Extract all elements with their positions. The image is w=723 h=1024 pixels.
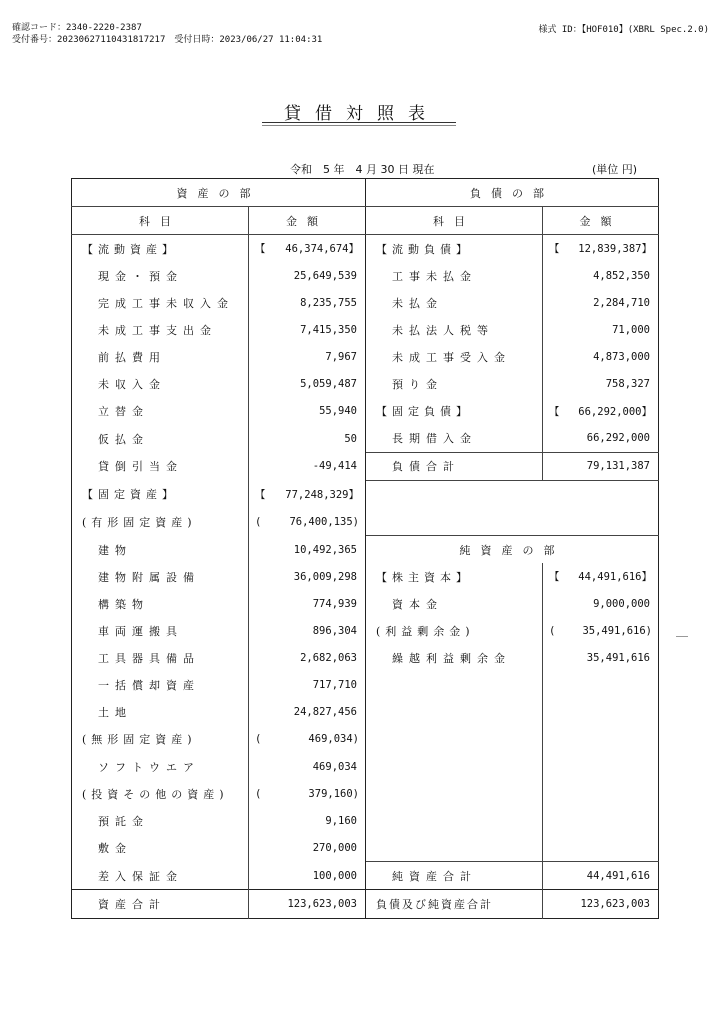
amount-value: 77,248,329】	[285, 488, 359, 501]
asset-amount	[249, 672, 366, 699]
amount-value: 10,492,365	[293, 543, 357, 556]
amount-value: 66,292,000	[586, 432, 650, 445]
right-amount	[543, 289, 659, 316]
amount-bracketed	[249, 241, 365, 256]
bracket-mark: 【	[549, 571, 560, 584]
right-amount	[543, 672, 659, 699]
asset-item: 未収入金	[72, 371, 249, 398]
right-item	[366, 780, 543, 807]
bracket-mark: 【	[255, 488, 266, 501]
asset-amount	[249, 425, 366, 453]
amount-value: 35,491,616)	[582, 625, 652, 638]
right-item: 資本金	[366, 590, 543, 617]
bracket-mark: 【	[549, 243, 560, 256]
right-amount	[543, 834, 659, 862]
asset-amount	[249, 262, 366, 289]
asset-amount	[249, 536, 366, 564]
asset-item: ソフトウエア	[72, 753, 249, 780]
right-amount	[543, 645, 659, 672]
margin-mark	[676, 636, 688, 637]
asset-item: 建物	[72, 536, 249, 564]
right-item: (利益剰余金)	[366, 618, 543, 645]
asset-amount	[249, 316, 366, 343]
right-amount	[543, 726, 659, 753]
right-amount	[543, 699, 659, 726]
amount-bracketed	[543, 625, 658, 637]
amount-value: 4,852,350	[593, 269, 650, 282]
amount-value: 379,160)	[308, 787, 359, 800]
right-amount	[543, 316, 659, 343]
asset-amount	[249, 481, 366, 509]
right-amount	[543, 425, 659, 453]
right-item: 預り金	[366, 371, 543, 398]
right-item: 未成工事受入金	[366, 344, 543, 371]
assets-total-amount: 123,623,003	[249, 890, 366, 918]
right-item: 【固定負債】	[366, 398, 543, 425]
asset-amount	[249, 398, 366, 425]
table-row	[72, 262, 659, 289]
asset-amount	[249, 508, 366, 536]
asset-item: 【流動資産】	[72, 235, 249, 263]
table-row	[72, 862, 659, 890]
amount-value: 758,327	[605, 378, 650, 391]
amount-value: 5,059,487	[300, 378, 357, 391]
right-item	[366, 699, 543, 726]
header-left	[12, 22, 322, 46]
asset-amount	[249, 780, 366, 807]
amount-bracketed	[543, 404, 658, 419]
col-item-liab: 科目	[366, 207, 543, 235]
bracket-mark: (	[549, 625, 556, 638]
document-title: 貸借対照表	[284, 104, 439, 124]
asset-amount	[249, 699, 366, 726]
table-row	[72, 371, 659, 398]
right-amount	[543, 262, 659, 289]
amount-value: 66,292,000】	[578, 405, 652, 418]
bracket-mark: (	[255, 733, 262, 746]
net-assets-section-header: 純資産の部	[459, 543, 565, 557]
right-item: 工事未払金	[366, 262, 543, 289]
col-amount-assets: 金額	[249, 207, 366, 235]
amount-bracketed	[249, 516, 365, 528]
right-item: 未払金	[366, 289, 543, 316]
amount-value: 469,034)	[308, 733, 359, 746]
right-amount	[543, 807, 659, 834]
amount-value: 44,491,616】	[578, 571, 652, 584]
right-amount	[543, 563, 659, 590]
asset-amount	[249, 753, 366, 780]
right-amount	[543, 398, 659, 425]
title-underline	[262, 122, 456, 123]
asset-amount	[249, 807, 366, 834]
asset-item: 【固定資産】	[72, 481, 249, 509]
amount-value: 2,284,710	[593, 296, 650, 309]
table-row	[72, 780, 659, 807]
asset-item: 貸倒引当金	[72, 452, 249, 480]
asset-amount	[249, 371, 366, 398]
asset-item: 構築物	[72, 590, 249, 617]
right-amount	[543, 862, 659, 890]
asset-amount	[249, 452, 366, 480]
amount-value: 24,827,456	[293, 706, 357, 719]
amount-value: 50	[344, 432, 357, 445]
bracket-mark: 【	[549, 405, 560, 418]
amount-value: 896,304	[312, 625, 357, 638]
table-row	[72, 834, 659, 862]
asset-item: 差入保証金	[72, 862, 249, 890]
assets-total-label: 資産合計	[72, 890, 249, 918]
right-amount	[543, 452, 659, 480]
asset-item: 土地	[72, 699, 249, 726]
right-amount	[543, 780, 659, 807]
amount-bracketed	[249, 788, 365, 800]
right-item: 【流動負債】	[366, 235, 543, 263]
bracket-mark: (	[255, 787, 262, 800]
liab-net-total-amount: 123,623,003	[543, 890, 659, 918]
amount-bracketed	[543, 241, 658, 256]
amount-value: 469,034	[312, 760, 357, 773]
table-row	[72, 672, 659, 699]
unit-label: (単位 円)	[592, 163, 638, 176]
right-amount	[543, 618, 659, 645]
right-item	[366, 508, 659, 536]
title-underline-2	[262, 125, 456, 126]
receipt-info: 受付番号：20230627110431817217 受付日時：2023/06/27 11:04:31	[12, 35, 323, 45]
table-row	[72, 753, 659, 780]
right-item	[366, 672, 543, 699]
amount-value: 76,400,135)	[289, 515, 359, 528]
amount-value: 36,009,298	[293, 570, 357, 583]
right-amount	[543, 590, 659, 617]
asset-amount	[249, 590, 366, 617]
asset-amount	[249, 618, 366, 645]
table-row	[72, 481, 659, 509]
right-amount	[543, 371, 659, 398]
table-row	[72, 344, 659, 371]
amount-value: 9,000,000	[593, 597, 650, 610]
confirm-code: 確認コード：2340-2220-2387	[12, 23, 142, 33]
table-row	[72, 536, 659, 564]
right-item: 未払法人税等	[366, 316, 543, 343]
amount-value: 270,000	[312, 842, 357, 855]
form-id: 様式 ID：【HOF010】(XBRL Spec.2.0)	[538, 25, 709, 35]
asset-amount	[249, 645, 366, 672]
table-row	[72, 398, 659, 425]
right-amount	[543, 344, 659, 371]
table-row	[72, 618, 659, 645]
as-of-date: 令和 5 年 4 月 30 日 現在	[290, 163, 435, 176]
asset-amount	[249, 862, 366, 890]
right-item: 繰越利益剰余金	[366, 645, 543, 672]
section-header-row	[72, 179, 659, 207]
right-item	[366, 807, 543, 834]
table-row	[72, 235, 659, 263]
amount-value: 46,374,674】	[285, 243, 359, 256]
asset-item: 敷金	[72, 834, 249, 862]
asset-amount	[249, 834, 366, 862]
asset-item: 建物附属設備	[72, 563, 249, 590]
table-row	[72, 289, 659, 316]
asset-item: 車両運搬具	[72, 618, 249, 645]
amount-value: 100,000	[312, 869, 357, 882]
right-item	[366, 726, 543, 753]
amount-value: 12,839,387】	[578, 243, 652, 256]
assets-section-header: 資産の部	[72, 179, 366, 207]
right-item	[366, 481, 659, 509]
table-row	[72, 645, 659, 672]
amount-value: 4,873,000	[593, 351, 650, 364]
table-row	[72, 807, 659, 834]
table-row	[72, 452, 659, 480]
table-row	[72, 508, 659, 536]
right-item: 長期借入金	[366, 425, 543, 453]
table-row	[72, 590, 659, 617]
asset-item: (無形固定資産)	[72, 726, 249, 753]
asset-amount	[249, 344, 366, 371]
asset-amount	[249, 563, 366, 590]
amount-value: 25,649,539	[293, 269, 357, 282]
col-item-assets: 科目	[72, 207, 249, 235]
table-row	[72, 699, 659, 726]
table-row	[72, 726, 659, 753]
asset-item: (投資その他の資産)	[72, 780, 249, 807]
amount-value: 717,710	[312, 679, 357, 692]
asset-amount	[249, 289, 366, 316]
amount-value: 71,000	[612, 324, 650, 337]
right-amount	[543, 753, 659, 780]
asset-item: (有形固定資産)	[72, 508, 249, 536]
right-item	[366, 834, 543, 862]
amount-value: 9,160	[325, 814, 357, 827]
asset-item: 一括償却資産	[72, 672, 249, 699]
col-amount-liab: 金額	[543, 207, 659, 235]
asset-amount	[249, 726, 366, 753]
bracket-mark: 【	[255, 243, 266, 256]
balance-sheet-table	[71, 178, 659, 919]
asset-item: 未成工事支出金	[72, 316, 249, 343]
asset-amount	[249, 235, 366, 263]
table-row	[72, 316, 659, 343]
amount-value: 7,967	[325, 351, 357, 364]
totals-row	[72, 890, 659, 918]
asset-item: 現金・預金	[72, 262, 249, 289]
asset-item: 立替金	[72, 398, 249, 425]
amount-value: 7,415,350	[300, 324, 357, 337]
net-assets-total-amount: 44,491,616	[586, 869, 650, 882]
right-item: 負債合計	[366, 452, 543, 480]
right-item: 【株主資本】	[366, 563, 543, 590]
right-amount	[543, 235, 659, 263]
amount-value: -49,414	[312, 460, 357, 473]
liabilities-section-header: 負債の部	[366, 179, 659, 207]
asset-item: 仮払金	[72, 425, 249, 453]
amount-bracketed	[249, 733, 365, 745]
table-row	[72, 425, 659, 453]
table-row	[72, 563, 659, 590]
amount-value: 8,235,755	[300, 296, 357, 309]
amount-value: 35,491,616	[586, 652, 650, 665]
amount-value: 2,682,063	[300, 652, 357, 665]
amount-value: 79,131,387	[586, 460, 650, 473]
right-item	[366, 753, 543, 780]
liab-net-total-label: 負債及び純資産合計	[366, 890, 543, 918]
net-assets-total-label: 純資産合計	[366, 862, 543, 890]
asset-item: 前払費用	[72, 344, 249, 371]
amount-value: 774,939	[312, 597, 357, 610]
asset-item: 預託金	[72, 807, 249, 834]
bracket-mark: (	[255, 515, 262, 528]
amount-value: 55,940	[319, 405, 357, 418]
asset-item: 完成工事未収入金	[72, 289, 249, 316]
column-header-row	[72, 207, 659, 235]
amount-bracketed	[249, 487, 365, 502]
asset-item: 工具器具備品	[72, 645, 249, 672]
amount-bracketed	[543, 569, 658, 584]
